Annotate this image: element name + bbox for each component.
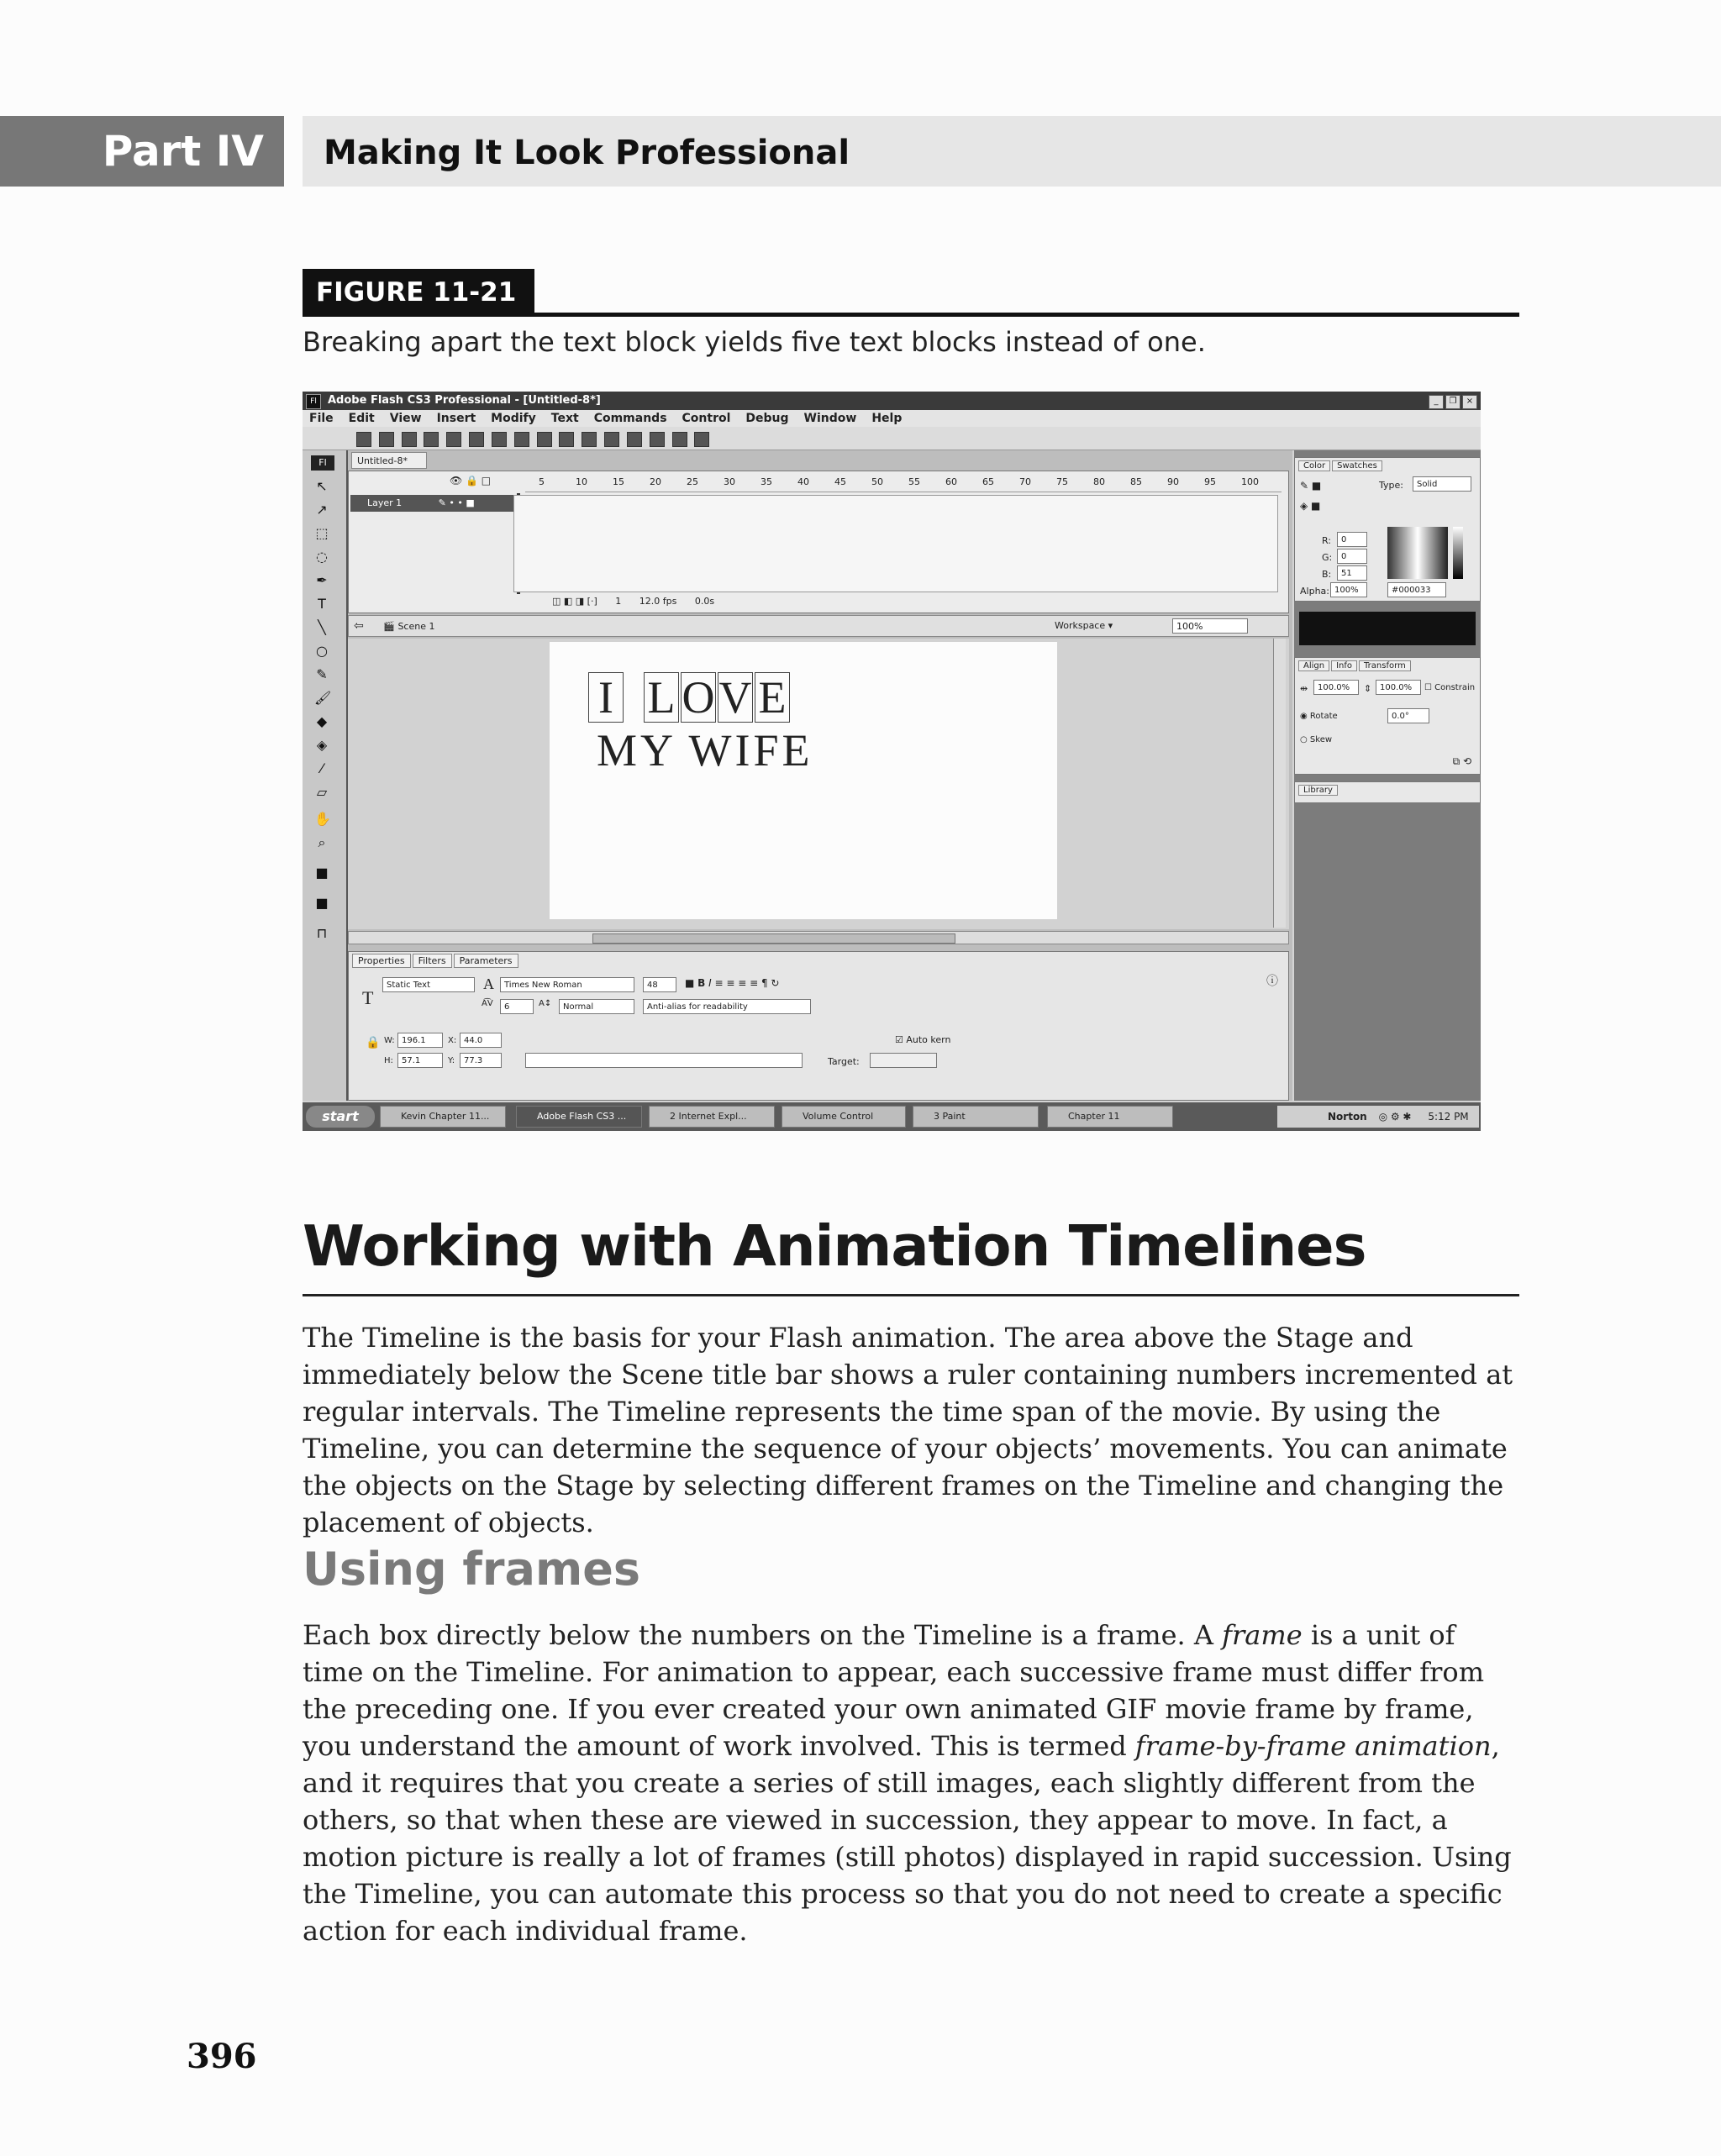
autokern-checkbox[interactable]: ☑ Auto kern	[895, 1034, 951, 1045]
width-field[interactable]: 196.1	[397, 1033, 443, 1048]
scale-height-field[interactable]: 100.0%	[1376, 680, 1421, 695]
onion-skin-icon[interactable]: ◫ ◧ ◨ [·]	[552, 596, 597, 607]
pasteboard	[348, 639, 1289, 929]
flash-app-icon: Fl	[306, 394, 321, 409]
heading-rule	[303, 1294, 1519, 1296]
close-icon[interactable]: ×	[1462, 395, 1477, 409]
norton-label[interactable]: Norton	[1328, 1111, 1367, 1123]
subsection-heading: Using frames	[303, 1543, 640, 1596]
ruler-number: 100	[1241, 476, 1259, 487]
menu-item-edit[interactable]: Edit	[348, 412, 375, 425]
color-panel	[1294, 457, 1481, 602]
ink-bottle-tool-icon[interactable]: ◆	[316, 713, 328, 729]
ruler-number: 50	[871, 476, 883, 487]
tray-icons: ◎ ⚙ ✱	[1378, 1111, 1412, 1123]
cut-icon[interactable]	[469, 432, 484, 447]
term-frame: frame	[1222, 1619, 1303, 1651]
alpha-field[interactable]: 100%	[1330, 582, 1367, 597]
x-label: X:	[448, 1036, 457, 1045]
timeline-panel	[348, 471, 1289, 613]
format-buttons-icon[interactable]: ■ B I ≡ ≡ ≡ ≡ ¶ ↻	[685, 977, 780, 989]
y-label: Y:	[448, 1056, 455, 1065]
scene-icon: 🎬	[383, 621, 395, 632]
document-area	[348, 450, 1292, 1101]
scale-width-icon: ⇹	[1300, 683, 1308, 694]
g-label: G:	[1322, 552, 1333, 563]
subselection-tool-icon[interactable]: ↗	[316, 502, 328, 518]
target-label: Target:	[828, 1056, 860, 1067]
tools-panel	[303, 450, 348, 1101]
brightness-slider[interactable]	[1453, 527, 1463, 579]
flash-screenshot	[303, 392, 1481, 1131]
part-title: Making It Look Professional	[324, 134, 850, 172]
snap-icon[interactable]	[582, 432, 597, 447]
page-number: 396	[187, 2037, 257, 2076]
document-tab[interactable]: Untitled-8*	[351, 452, 427, 469]
ruler-number: 25	[687, 476, 698, 487]
vertical-scrollbar[interactable]	[1273, 639, 1286, 928]
text-block-letter[interactable]: I	[588, 672, 624, 723]
tab-parameters[interactable]: Parameters	[454, 954, 518, 968]
transform-panel-tabs	[1298, 661, 1413, 670]
menu-item-commands[interactable]: Commands	[593, 412, 667, 425]
text-block-letter[interactable]: O	[682, 672, 715, 723]
figure-caption: Breaking apart the text block yields five text blocks instead of one.	[303, 326, 1206, 358]
menu-bar	[303, 410, 1481, 427]
ruler-number: 15	[613, 476, 624, 487]
section-heading: Working with Animation Timelines	[303, 1213, 1366, 1279]
w-label: W:	[384, 1036, 395, 1045]
ruler-number: 65	[982, 476, 994, 487]
transform-buttons-icon[interactable]: ⧉ ⟲	[1452, 755, 1471, 767]
taskbar-task[interactable]: Kevin Chapter 11...	[380, 1106, 506, 1128]
hand-tool-icon[interactable]: ✋	[314, 811, 331, 827]
fill-bucket-icon[interactable]: ◈ ■	[1300, 500, 1321, 512]
menu-item-debug[interactable]: Debug	[745, 412, 789, 425]
rotate-field[interactable]: 0.0°	[1387, 708, 1429, 723]
taskbar-task[interactable]: Volume Control	[782, 1106, 906, 1128]
lock-icon[interactable]: 🔒	[366, 1036, 381, 1049]
pen-tool-icon[interactable]: ✒	[316, 572, 328, 588]
redo-icon[interactable]	[559, 432, 574, 447]
menu-item-help[interactable]: Help	[871, 412, 903, 425]
brush-tool-icon[interactable]: 🖌	[314, 690, 332, 706]
paragraph-1: The Timeline is the basis for your Flash animation. The area above the Stage and immediately below the Scene title bar shows a ruler containing numbers incremented at regular intervals. The Timeline represents the time span of the movie. By using the Timeline, you can determine the sequence of your objects’ movements. You can animate the objects on the Stage by selecting different frames on the Timeline and changing the placement of objects.	[303, 1322, 1513, 1538]
figure-rule	[303, 313, 1519, 317]
stage[interactable]	[550, 642, 1057, 919]
paragraph-2: Each box directly below the numbers on the Timeline is a frame. A frame is a unit of time on the Timeline. For animation to appear, each successive frame must differ from the preceding one. If you ever created your own animated GIF movie frame by frame, you understand the amount of work involved. This is termed frame-by-frame animation, and it requires that you create a series of still images, each slightly different from the others, so that when these are viewed in succession, they appear to move. In fact, a motion picture is really a lot of frames (still photos) displayed in rapid succession. Using the Timeline, you can automate this process so that you do not need to create a specific action for each individual frame.	[303, 1619, 1512, 1947]
menu-item-window[interactable]: Window	[803, 412, 857, 425]
menu-item-view[interactable]: View	[389, 412, 422, 425]
menu-item-modify[interactable]: Modify	[491, 412, 536, 425]
b-field[interactable]: 51	[1337, 565, 1367, 581]
straighten-icon[interactable]	[627, 432, 642, 447]
tab-properties[interactable]: Properties	[352, 954, 411, 968]
timeline-status	[350, 594, 1283, 609]
font-select[interactable]: Times New Roman	[500, 977, 634, 992]
paste-icon[interactable]	[514, 432, 529, 447]
window-title-bar: Adobe Flash CS3 Professional - [Untitled-8*]	[303, 392, 1481, 410]
help-panel	[513, 495, 1278, 592]
layer-controls-icon[interactable]: 👁 🔒 □	[450, 475, 492, 486]
font-icon: A	[483, 975, 494, 992]
tab-color[interactable]: Color	[1298, 460, 1330, 471]
menu-item-insert[interactable]: Insert	[436, 412, 476, 425]
ruler-number: 5	[539, 476, 545, 487]
ruler-number: 40	[797, 476, 809, 487]
r-label: R:	[1322, 535, 1332, 546]
text-block-letter[interactable]: V	[718, 672, 752, 723]
align-icon[interactable]	[694, 432, 709, 447]
timeline-ruler	[525, 473, 1282, 492]
line-tool-icon[interactable]: ╲	[318, 619, 326, 635]
clock: 5:12 PM	[1428, 1111, 1469, 1123]
layer-name: Layer 1	[367, 497, 403, 508]
x-field[interactable]: 44.0	[460, 1033, 502, 1048]
ruler-number: 45	[834, 476, 846, 487]
target-select[interactable]	[870, 1053, 937, 1068]
alpha-label: Alpha:	[1300, 586, 1329, 597]
lasso-tool-icon[interactable]: ◌	[316, 549, 328, 565]
tab-align[interactable]: Align	[1298, 660, 1329, 671]
zoom-tool-icon[interactable]: ⌕	[318, 834, 326, 850]
ruler-number: 95	[1204, 476, 1216, 487]
right-panels	[1294, 450, 1481, 1101]
text-tool-icon[interactable]: T	[318, 596, 326, 612]
help-circle-icon[interactable]: ⓘ	[1266, 975, 1278, 988]
taskbar-task[interactable]: 2 Internet Expl...	[649, 1106, 775, 1128]
library-panel	[1294, 781, 1481, 803]
smooth-icon[interactable]	[604, 432, 619, 447]
main-toolbar	[303, 427, 1481, 450]
free-transform-tool-icon[interactable]: ⬚	[315, 525, 329, 541]
scale-width-field[interactable]: 100.0%	[1313, 680, 1359, 695]
ruler-number: 10	[576, 476, 587, 487]
tab-swatches[interactable]: Swatches	[1332, 460, 1382, 471]
y-field[interactable]: 77.3	[460, 1053, 502, 1068]
part-label: Part IV	[0, 116, 284, 187]
url-field[interactable]	[525, 1053, 803, 1068]
height-field[interactable]: 57.1	[397, 1053, 443, 1068]
taskbar-task[interactable]: Chapter 11	[1047, 1106, 1173, 1128]
text-tool-badge-icon: T	[362, 987, 374, 1008]
tab-info[interactable]: Info	[1331, 660, 1357, 671]
char-position-select[interactable]: Normal	[559, 999, 634, 1014]
scroll-thumb[interactable]	[592, 933, 955, 944]
constrain-checkbox[interactable]: ☐ Constrain	[1424, 683, 1476, 692]
text-block-letter[interactable]: E	[755, 672, 790, 723]
type-label: Type:	[1379, 480, 1403, 491]
ruler-number: 35	[761, 476, 772, 487]
stage-text-line2[interactable]: MY WIFE	[597, 725, 813, 776]
scale-height-icon: ⇕	[1364, 683, 1372, 694]
flash-logo-icon: Fl	[311, 455, 334, 471]
ruler-number: 75	[1056, 476, 1068, 487]
term-frame-by-frame: frame-by-frame animation	[1134, 1730, 1492, 1762]
current-frame: 1	[615, 596, 622, 607]
menu-item-text[interactable]: Text	[550, 412, 579, 425]
zoom-select[interactable]: 100%	[1172, 618, 1248, 634]
restore-icon[interactable]: ❐	[1445, 395, 1460, 409]
properties-tabs	[352, 955, 520, 966]
start-button[interactable]: start	[306, 1106, 375, 1128]
char-position-icon: A↕	[539, 999, 552, 1008]
library-tab[interactable]: Library	[1298, 786, 1339, 795]
selection-tool-icon[interactable]: ↖	[316, 478, 328, 494]
h-label: H:	[384, 1056, 393, 1065]
workspace-menu[interactable]: Workspace ▾	[1055, 620, 1113, 631]
r-field[interactable]: 0	[1337, 532, 1367, 547]
properties-panel	[348, 951, 1289, 1101]
letter-spacing-field[interactable]: 6	[500, 999, 534, 1014]
save-icon[interactable]	[424, 432, 439, 447]
scene-bar	[348, 615, 1289, 637]
horizontal-scrollbar[interactable]	[348, 931, 1289, 944]
window-controls	[1427, 394, 1477, 409]
color-panel-tabs	[1298, 461, 1384, 471]
elapsed-time: 0.0s	[694, 596, 715, 607]
text-type-select[interactable]: Static Text	[382, 977, 475, 992]
color-spectrum[interactable]	[1387, 527, 1448, 579]
ruler-number: 70	[1019, 476, 1031, 487]
snap-magnet-icon[interactable]: ⊓	[316, 925, 328, 941]
taskbar	[303, 1102, 1481, 1131]
ruler-number: 55	[908, 476, 920, 487]
frame-rate: 12.0 fps	[639, 596, 677, 607]
new-file-icon[interactable]	[356, 432, 371, 447]
font-size-field[interactable]: 48	[643, 977, 676, 992]
transform-panel	[1294, 657, 1481, 775]
minimize-icon[interactable]: _	[1429, 395, 1444, 409]
paint-bucket-tool-icon[interactable]: ◈	[316, 737, 328, 753]
copy-icon[interactable]	[492, 432, 507, 447]
figure-label: FIGURE 11-21	[303, 269, 534, 314]
eyedropper-tool-icon[interactable]: ⁄	[320, 760, 324, 776]
print-icon[interactable]	[446, 432, 461, 447]
text-block-letter[interactable]: L	[644, 672, 679, 723]
tab-filters[interactable]: Filters	[413, 954, 452, 968]
menu-item-file[interactable]: File	[309, 412, 334, 425]
ruler-number: 80	[1093, 476, 1105, 487]
ruler-number: 85	[1130, 476, 1142, 487]
rotate-icon[interactable]	[650, 432, 665, 447]
bridge-icon[interactable]	[402, 432, 417, 447]
undo-icon[interactable]	[537, 432, 552, 447]
open-file-icon[interactable]	[379, 432, 394, 447]
taskbar-task[interactable]: Adobe Flash CS3 ...	[516, 1106, 642, 1128]
layer-row[interactable]	[350, 495, 518, 512]
antialias-select[interactable]: Anti-alias for readability	[643, 999, 811, 1014]
system-tray	[1277, 1106, 1479, 1128]
ruler-number: 30	[724, 476, 735, 487]
back-arrow-icon[interactable]: ⇦	[354, 619, 364, 633]
taskbar-task[interactable]: 3 Paint	[913, 1106, 1039, 1128]
stroke-color-icon[interactable]: ■	[315, 865, 329, 881]
scale-icon[interactable]	[672, 432, 687, 447]
pencil-tool-icon[interactable]: ✎	[316, 666, 328, 682]
hex-field[interactable]: #000033	[1387, 582, 1446, 597]
ruler-number: 60	[945, 476, 957, 487]
b-label: B:	[1322, 569, 1332, 580]
g-field[interactable]: 0	[1337, 549, 1367, 564]
ruler-number: 90	[1167, 476, 1179, 487]
scene-name: Scene 1	[397, 621, 435, 632]
color-swatch-preview	[1299, 612, 1476, 645]
oval-tool-icon[interactable]: ○	[316, 643, 328, 659]
stroke-fill-icon[interactable]: ✎ ■	[1300, 480, 1322, 492]
rotate-radio[interactable]: ◉ Rotate	[1300, 712, 1338, 721]
tab-transform[interactable]: Transform	[1359, 660, 1411, 671]
fill-color-icon[interactable]: ■	[315, 895, 329, 911]
letter-spacing-icon: A͡V	[482, 999, 493, 1008]
menu-item-control[interactable]: Control	[682, 412, 731, 425]
ruler-number: 20	[650, 476, 661, 487]
skew-radio[interactable]: ○ Skew	[1300, 735, 1333, 744]
pencil-icon: ✎ • • ■	[438, 497, 475, 508]
eraser-tool-icon[interactable]: ▱	[316, 784, 328, 800]
color-type-select[interactable]: Solid	[1413, 476, 1471, 492]
